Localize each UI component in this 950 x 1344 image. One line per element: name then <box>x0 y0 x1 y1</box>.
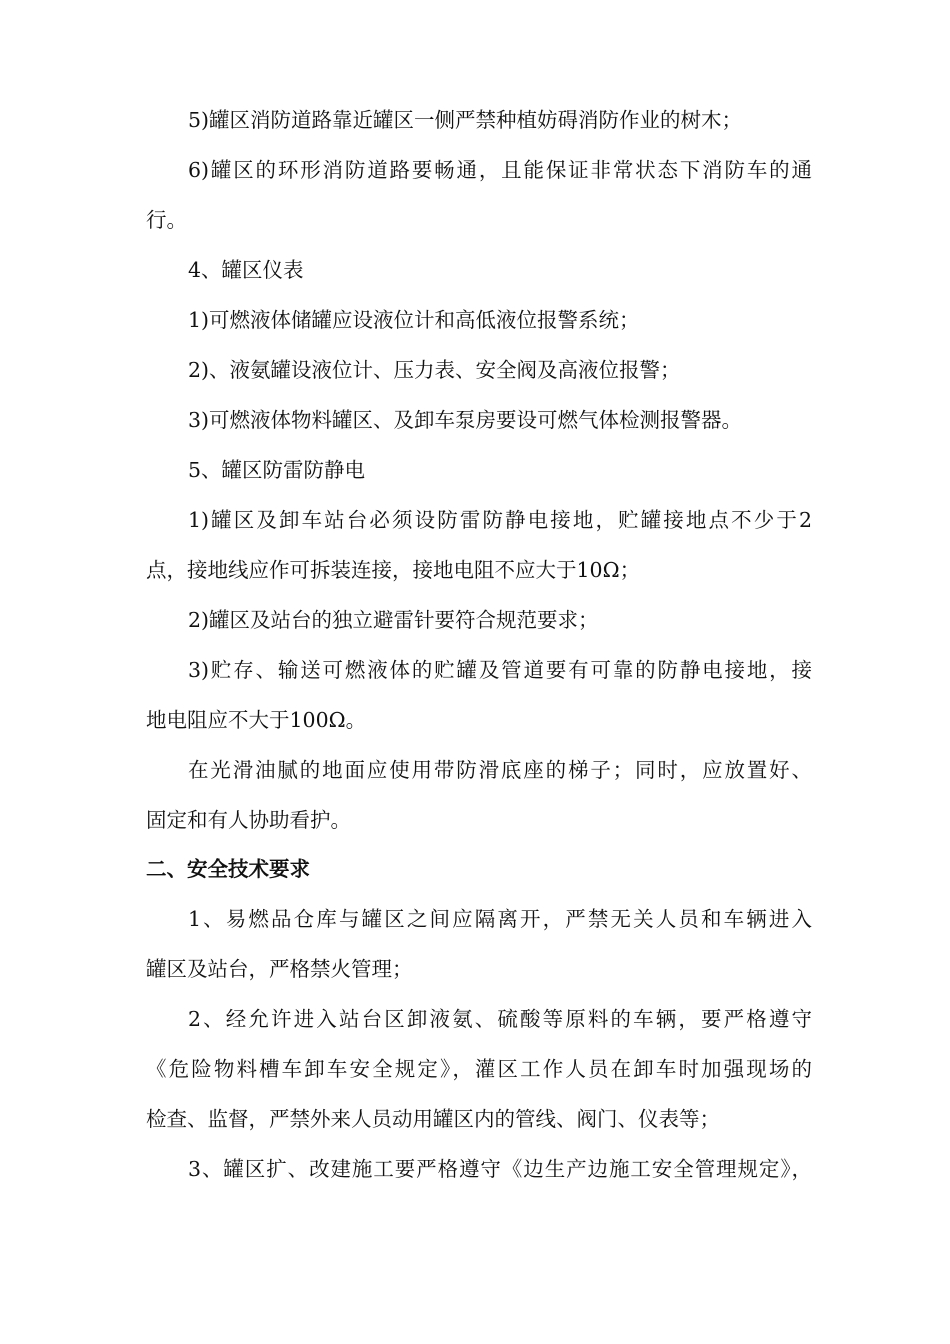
text-line: 3)可燃液体物料罐区、及卸车泵房要设可燃气体检测报警器。 <box>188 408 743 432</box>
text-line: 2)、液氨罐设液位计、压力表、安全阀及高液位报警； <box>188 358 681 382</box>
text-line: 6)罐区的环形消防道路要畅通，且能保证非常状态下消防车的通 <box>188 158 812 182</box>
text-line: 2、经允许进入站台区卸液氨、硫酸等原料的车辆，要严格遵守 <box>188 1007 812 1031</box>
text-line: 检查、监督，严禁外来人员动用罐区内的管线、阀门、仪表等； <box>146 1107 720 1131</box>
text-line: 2)罐区及站台的独立避雷针要符合规范要求； <box>188 608 599 632</box>
text-line: 点，接地线应作可拆装连接，接地电阻不应大于10Ω； <box>146 558 641 582</box>
text-line: 在光滑油腻的地面应使用带防滑底座的梯子；同时，应放置好、 <box>188 758 812 782</box>
text-line: 《危险物料槽车卸车安全规定》，灌区工作人员在卸车时加强现场的 <box>146 1057 812 1081</box>
text-line: 固定和有人协助看护。 <box>146 808 351 832</box>
text-line: 1、易燃品仓库与罐区之间应隔离开，严禁无关人员和车辆进入 <box>188 907 812 931</box>
text-line: 3)贮存、输送可燃液体的贮罐及管道要有可靠的防静电接地，接 <box>188 658 812 682</box>
section-heading: 4、罐区仪表 <box>188 258 304 282</box>
text-line: 5)罐区消防道路靠近罐区一侧严禁种植妨碍消防作业的树木； <box>188 108 743 132</box>
text-line: 3、罐区扩、改建施工要严格遵守《边生产边施工安全管理规定》， <box>188 1157 812 1181</box>
text-line: 罐区及站台，严格禁火管理； <box>146 957 413 981</box>
chapter-heading: 二、安全技术要求 <box>146 857 310 881</box>
section-heading: 5、罐区防雷防静电 <box>188 458 366 482</box>
text-line: 行。 <box>146 208 187 232</box>
text-line: 1)罐区及卸车站台必须设防雷防静电接地，贮罐接地点不少于2 <box>188 508 812 532</box>
text-line: 1)可燃液体储罐应设液位计和高低液位报警系统； <box>188 308 640 332</box>
text-line: 地电阻应不大于100Ω。 <box>146 708 367 732</box>
